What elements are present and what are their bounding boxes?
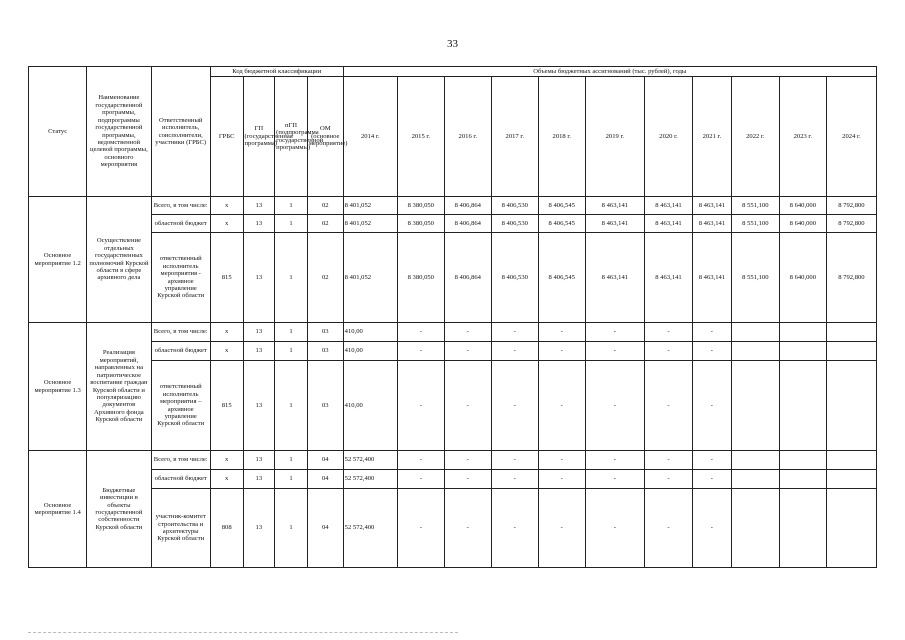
header-year: 2021 г. (693, 77, 732, 197)
value-cell: 8 406,545 (538, 197, 585, 215)
value-cell: 8 792,800 (826, 197, 876, 215)
value-cell: 8 551,100 (731, 233, 779, 323)
value-cell: 410,00 (343, 323, 397, 342)
value-cell (826, 323, 876, 342)
value-cell: - (538, 342, 585, 361)
value-cell: - (538, 361, 585, 451)
gp-cell: 13 (243, 323, 275, 342)
value-cell: 410,00 (343, 361, 397, 451)
pgp-cell: 1 (275, 489, 308, 568)
value-cell (826, 342, 876, 361)
value-cell: - (397, 323, 444, 342)
header-year: 2017 г. (491, 77, 538, 197)
value-cell: - (444, 451, 491, 470)
header-grbs: ГРБС (210, 77, 243, 197)
value-cell: - (491, 342, 538, 361)
value-cell: - (693, 470, 732, 489)
table-row (29, 451, 877, 470)
value-cell (826, 451, 876, 470)
value-cell: - (491, 451, 538, 470)
value-cell: 8 406,864 (444, 197, 491, 215)
table-body (29, 197, 877, 568)
header-status: Статус (29, 67, 87, 197)
value-cell (731, 323, 779, 342)
om-cell: 03 (307, 342, 343, 361)
pgp-cell: 1 (275, 361, 308, 451)
value-cell: - (644, 451, 692, 470)
om-cell: 04 (307, 470, 343, 489)
value-cell: - (444, 470, 491, 489)
value-cell: 8 792,800 (826, 215, 876, 233)
value-cell: - (644, 342, 692, 361)
value-cell: 8 401,052 (343, 233, 397, 323)
header-year: 2019 г. (585, 77, 644, 197)
header-pgp: пГП (подпрограмма государственной программы) (275, 77, 308, 197)
gp-cell: 13 (243, 342, 275, 361)
value-cell: - (397, 342, 444, 361)
table-row (29, 215, 877, 233)
responsible-cell: Всего, в том числе: (151, 323, 210, 342)
value-cell (731, 451, 779, 470)
value-cell: - (644, 470, 692, 489)
responsible-cell: Всего, в том числе: (151, 197, 210, 215)
value-cell: - (444, 489, 491, 568)
header-volumes-group: Объемы бюджетных ассигнований (тыс. рублей), годы (343, 67, 876, 77)
value-cell: - (491, 361, 538, 451)
header-program-name: Наименование государственной программы, подпрограммы государственной программы, ведомственной целевой программы, основного мероприятия (87, 67, 151, 197)
value-cell: - (585, 489, 644, 568)
value-cell: 8 406,530 (491, 215, 538, 233)
value-cell: - (693, 451, 732, 470)
value-cell: 8 640,000 (779, 215, 826, 233)
header-year: 2014 г. (343, 77, 397, 197)
gp-cell: 13 (243, 233, 275, 323)
gp-cell: 13 (243, 489, 275, 568)
value-cell: 8 463,141 (644, 233, 692, 323)
table-row (29, 233, 877, 323)
value-cell: - (491, 323, 538, 342)
value-cell: - (585, 361, 644, 451)
table-row (29, 323, 877, 342)
budget-table (28, 66, 877, 568)
gp-cell: 13 (243, 361, 275, 451)
value-cell: - (693, 342, 732, 361)
grbs-cell: x (210, 215, 243, 233)
header-year: 2023 г. (779, 77, 826, 197)
gp-cell: 13 (243, 197, 275, 215)
responsible-cell: ответственный исполнитель мероприятия - архивное управление Курской области (151, 233, 210, 323)
responsible-cell: областной бюджет (151, 470, 210, 489)
header-year: 2020 г. (644, 77, 692, 197)
value-cell (826, 489, 876, 568)
grbs-cell: x (210, 342, 243, 361)
om-cell: 03 (307, 361, 343, 451)
value-cell: - (585, 323, 644, 342)
value-cell: - (491, 489, 538, 568)
grbs-cell: x (210, 197, 243, 215)
grbs-cell: x (210, 451, 243, 470)
responsible-cell: ответственный исполнитель мероприятия – архивное управление Курской области (151, 361, 210, 451)
pgp-cell: 1 (275, 215, 308, 233)
table-row (29, 361, 877, 451)
header-year: 2015 г. (397, 77, 444, 197)
value-cell: 8 406,530 (491, 197, 538, 215)
value-cell: - (693, 361, 732, 451)
value-cell: 8 380,050 (397, 197, 444, 215)
value-cell: 8 463,141 (585, 233, 644, 323)
om-cell: 03 (307, 323, 343, 342)
value-cell: - (644, 323, 692, 342)
header-year: 2024 г. (826, 77, 876, 197)
grbs-cell: x (210, 470, 243, 489)
table-row (29, 489, 877, 568)
value-cell: - (538, 489, 585, 568)
value-cell (779, 361, 826, 451)
value-cell: 410,00 (343, 342, 397, 361)
value-cell: 8 380,050 (397, 233, 444, 323)
value-cell: 8 463,141 (693, 197, 732, 215)
value-cell (826, 470, 876, 489)
value-cell: 8 406,530 (491, 233, 538, 323)
header-year: 2022 г. (731, 77, 779, 197)
header-year: 2016 г. (444, 77, 491, 197)
header-gp: ГП (государственная программа) (243, 77, 275, 197)
value-cell: 8 406,545 (538, 233, 585, 323)
pgp-cell: 1 (275, 233, 308, 323)
pgp-cell: 1 (275, 197, 308, 215)
value-cell (779, 451, 826, 470)
value-cell (779, 323, 826, 342)
value-cell: - (644, 489, 692, 568)
program-name-cell: Осуществление отдельных государственных полномочий Курской области в сфере архивного дела (87, 197, 151, 323)
value-cell: - (397, 489, 444, 568)
value-cell (779, 470, 826, 489)
program-name-cell: Реализация мероприятий, направленных на патриотическое воспитание граждан Курской области и популяризацию документов Архивного фонда Курской области (87, 323, 151, 451)
value-cell: - (397, 361, 444, 451)
header-bk-group: Код бюджетной классификации (210, 67, 343, 77)
value-cell: - (585, 451, 644, 470)
value-cell: 8 463,141 (585, 197, 644, 215)
gp-cell: 13 (243, 451, 275, 470)
value-cell (779, 342, 826, 361)
table-row (29, 342, 877, 361)
grbs-cell: 808 (210, 489, 243, 568)
gp-cell: 13 (243, 470, 275, 489)
value-cell: 8 463,141 (644, 215, 692, 233)
value-cell: - (444, 361, 491, 451)
status-cell: Основное мероприятие 1.3 (29, 323, 87, 451)
grbs-cell: x (210, 323, 243, 342)
status-cell: Основное мероприятие 1.2 (29, 197, 87, 323)
value-cell: - (444, 323, 491, 342)
value-cell (779, 489, 826, 568)
pgp-cell: 1 (275, 470, 308, 489)
table-row (29, 470, 877, 489)
value-cell: 8 640,000 (779, 197, 826, 215)
value-cell: 8 380,050 (397, 215, 444, 233)
pgp-cell: 1 (275, 342, 308, 361)
value-cell: 8 792,800 (826, 233, 876, 323)
value-cell: 52 572,400 (343, 451, 397, 470)
header-responsible: Ответственный исполнитель, соисполнители, участники (ГРБС) (151, 67, 210, 197)
value-cell: - (585, 470, 644, 489)
value-cell: 8 551,100 (731, 215, 779, 233)
value-cell (731, 489, 779, 568)
om-cell: 02 (307, 233, 343, 323)
value-cell: 8 463,141 (585, 215, 644, 233)
value-cell: - (538, 323, 585, 342)
value-cell: - (693, 323, 732, 342)
responsible-cell: Всего, в том числе: (151, 451, 210, 470)
responsible-cell: областной бюджет (151, 215, 210, 233)
grbs-cell: 815 (210, 361, 243, 451)
value-cell (731, 361, 779, 451)
grbs-cell: 815 (210, 233, 243, 323)
value-cell: - (585, 342, 644, 361)
value-cell: - (491, 470, 538, 489)
om-cell: 04 (307, 489, 343, 568)
value-cell: 52 572,400 (343, 470, 397, 489)
status-cell: Основное мероприятие 1.4 (29, 451, 87, 568)
footer-divider (28, 632, 458, 633)
value-cell: - (397, 470, 444, 489)
table-row (29, 197, 877, 215)
header-om: ОМ (основное мероприятие) (307, 77, 343, 197)
value-cell: 8 406,864 (444, 233, 491, 323)
value-cell: 8 640,000 (779, 233, 826, 323)
program-name-cell: Бюджетные инвестиции в объекты государственной собственности Курской области (87, 451, 151, 568)
om-cell: 04 (307, 451, 343, 470)
value-cell: 52 572,400 (343, 489, 397, 568)
value-cell: 8 463,141 (693, 233, 732, 323)
value-cell: - (693, 489, 732, 568)
value-cell: - (538, 451, 585, 470)
om-cell: 02 (307, 197, 343, 215)
pgp-cell: 1 (275, 451, 308, 470)
value-cell (731, 470, 779, 489)
value-cell: 8 406,545 (538, 215, 585, 233)
value-cell: 8 401,052 (343, 197, 397, 215)
responsible-cell: областной бюджет (151, 342, 210, 361)
value-cell: 8 463,141 (693, 215, 732, 233)
responsible-cell: участник-комитет строительства и архитектуры Курской области (151, 489, 210, 568)
header-year: 2018 г. (538, 77, 585, 197)
value-cell: 8 401,052 (343, 215, 397, 233)
pgp-cell: 1 (275, 323, 308, 342)
value-cell (731, 342, 779, 361)
value-cell: 8 406,864 (444, 215, 491, 233)
gp-cell: 13 (243, 215, 275, 233)
value-cell: - (444, 342, 491, 361)
value-cell: - (397, 451, 444, 470)
om-cell: 02 (307, 215, 343, 233)
value-cell: - (644, 361, 692, 451)
value-cell: - (538, 470, 585, 489)
page-number: 33 (447, 38, 458, 50)
value-cell: 8 463,141 (644, 197, 692, 215)
value-cell (826, 361, 876, 451)
value-cell: 8 551,100 (731, 197, 779, 215)
